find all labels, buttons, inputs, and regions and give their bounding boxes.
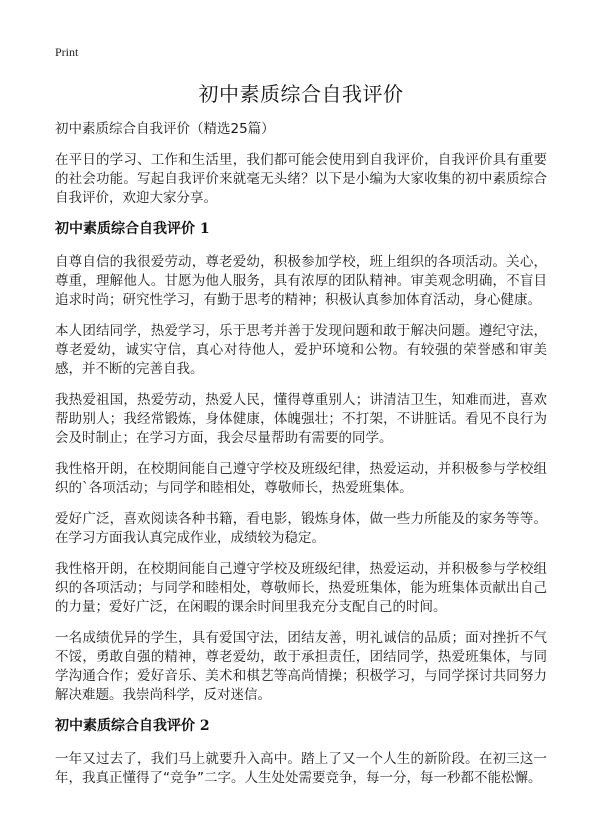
section-paragraph: 本人团结同学，热爱学习，乐于思考并善于发现问题和敢于解决问题。遵纪守法，尊老爱幼，诚实守信，真心对待他人，爱护环境和公物。有较强的荣誉感和审美感，并不断的完善自我。 <box>55 323 547 377</box>
document-subtitle: 初中素质综合自我评价（精选25篇） <box>55 121 275 137</box>
document-body <box>55 120 547 800</box>
section-paragraph: 我热爱祖国，热爱劳动，热爱人民，懂得尊重别人；讲清洁卫生，知难而进，喜欢帮助别人；我经常锻炼，身体健康，体魄强壮；不打架，不讲脏话。看见不良行为会及时制止；在学习方面，我会尽量帮助有需要的同学。 <box>55 392 547 446</box>
section-heading: 初中素质综合自我评价 2 <box>55 718 210 734</box>
section-heading: 初中素质综合自我评价 1 <box>55 221 210 237</box>
intro-paragraph: 在平日的学习、工作和生活里，我们都可能会使用到自我评价，自我评价具有重要的社会功能。写起自我评价来就毫无头绪？以下是小编为大家收集的初中素质综合自我评价，欢迎大家分享。 <box>55 152 547 206</box>
page-title: 初中素质综合自我评价 <box>198 82 404 106</box>
section-paragraph: 自尊自信的我很爱劳动，尊老爱幼，积极参加学校，班上组织的各项活动。关心，尊重，理解他人。甘愿为他人服务，具有浓厚的团队精神。审美观念明确，不盲目追求时尚；研究性学习，有勤于思考的精神；积极认真参加体育活动，身心健康。 <box>55 254 547 308</box>
section-paragraph: 一年又过去了，我们马上就要升入高中。踏上了又一个人生的新阶段。在初三这一年，我真正懂得了“竞争”二字。人生处处需要竞争，每一分，每一秒都不能松懈。 <box>55 751 547 786</box>
section-paragraph: 一名成绩优异的学生，具有爱国守法，团结友善，明礼诚信的品质；面对挫折不气不馁，勇敢自强的精神，尊老爱幼，敢于承担责任，团结同学，热爱班集体，与同学沟通合作；爱好音乐、美术和棋艺等高尚情操；积极学习，与同学探讨共同努力解决难题。我崇尚科学，反对迷信。 <box>55 630 547 703</box>
print-link[interactable]: Print <box>55 45 79 59</box>
section-paragraph: 爱好广泛，喜欢阅读各种书籍，看电影，锻炼身体，做一些力所能及的家务等等。在学习方面我认真完成作业，成绩较为稳定。 <box>55 511 547 546</box>
section-paragraph: 我性格开朗，在校期间能自己遵守学校及班级纪律，热爱运动，并积极参与学校组织的`各项活动；与同学和睦相处，尊敬师长，热爱班集体。 <box>55 461 547 496</box>
section-paragraph: 我性格开朗，在校期间能自己遵守学校及班级纪律，热爱运动，并积极参与学校组织的各项活动；与同学和睦相处，尊敬师长，热爱班集体，能为班集体贡献出自己的力量；爱好广泛，在闲暇的课余时间里我充分支配自己的时间。 <box>55 561 547 615</box>
